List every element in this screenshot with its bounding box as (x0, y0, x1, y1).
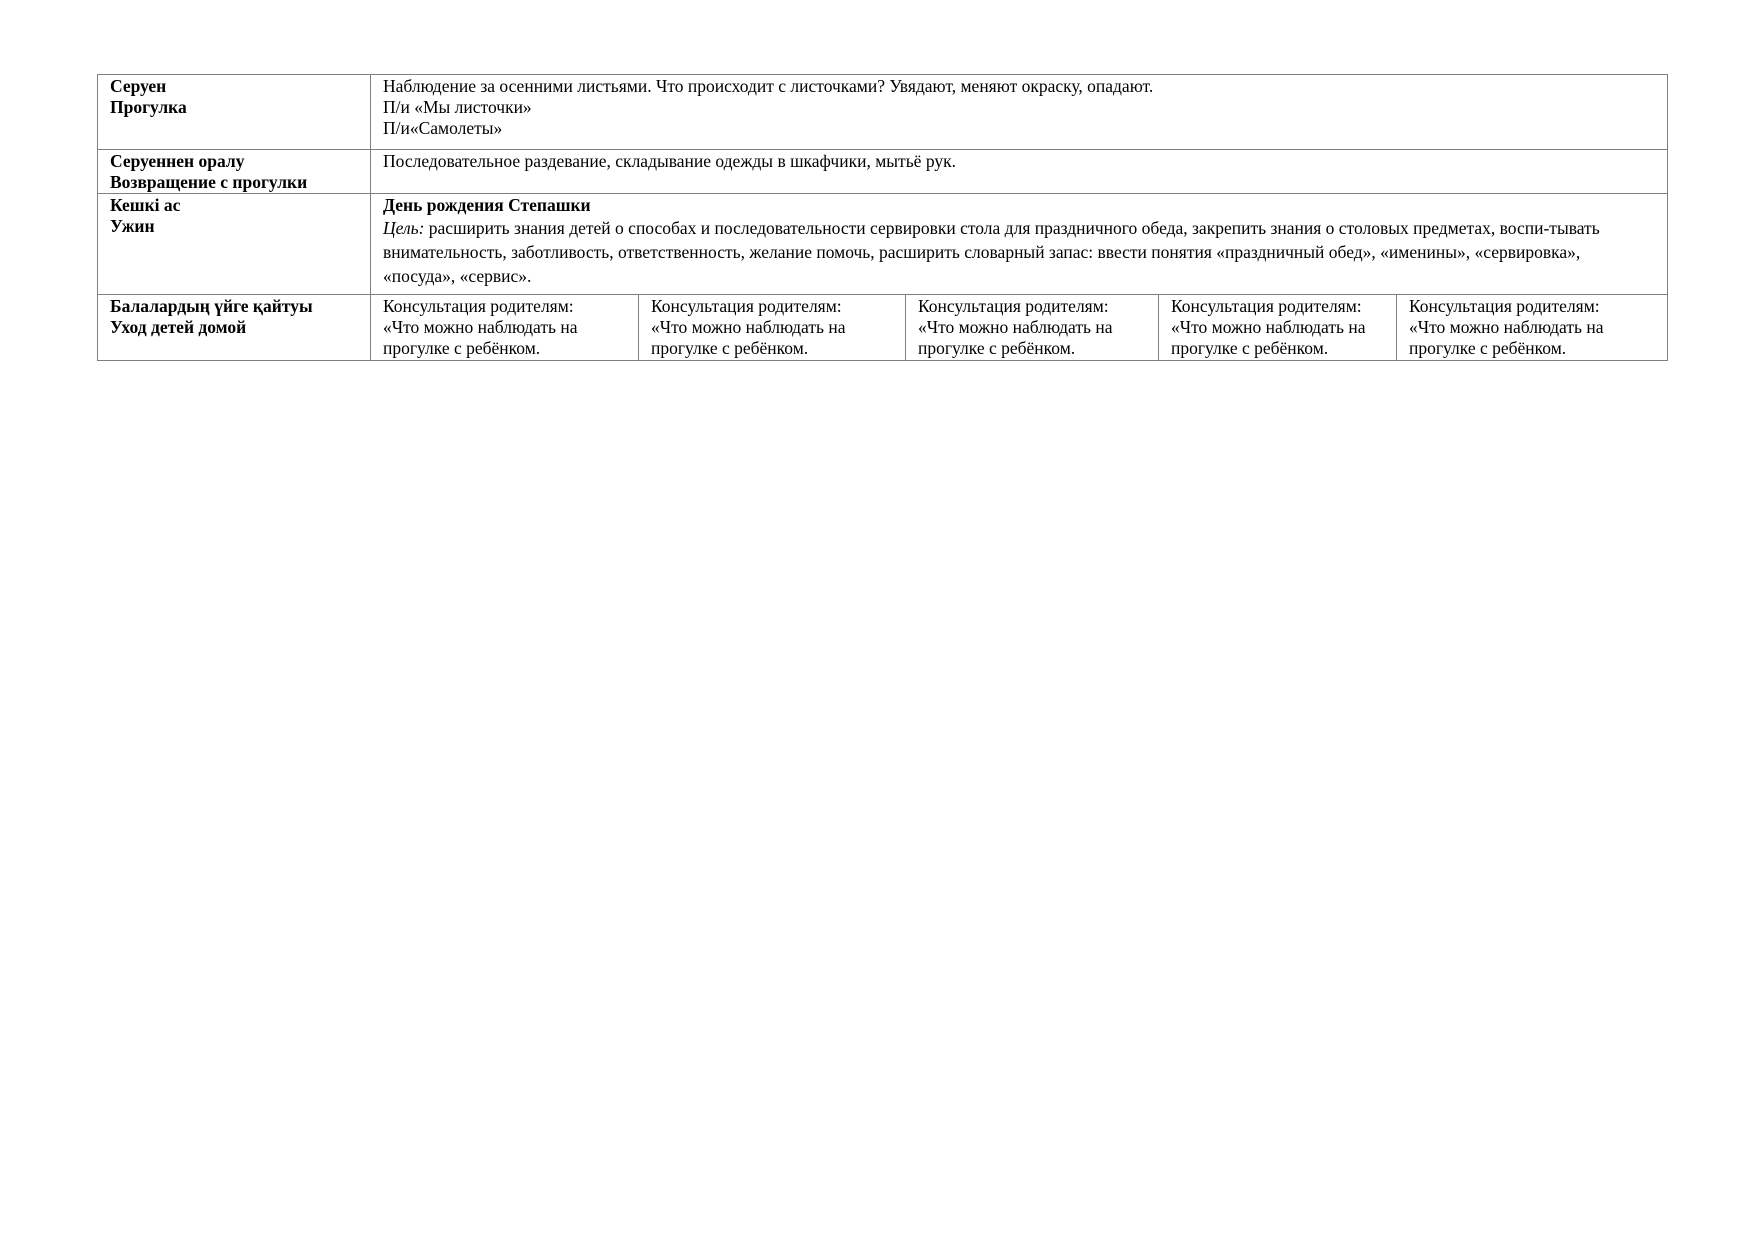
consultation-2-line-3: прогулке с ребёнком. (651, 338, 809, 358)
walk-content-cell (371, 75, 1668, 150)
consultation-4-line-2: «Что можно наблюдать на (1171, 317, 1366, 337)
walk-label-kz: Серуен (110, 76, 167, 96)
dinner-goal-text: расширить знания детей о способах и последовательности сервировки стола для праздничного обеда, закрепить знания о столовых предметах, воспи-тывать внимательность, заботливость, ответственность, желание помочь, расширить словарный запас: ввести понятия «праздничный обед», «именины», «сервировка», «посуда», «сервис». (383, 218, 1600, 286)
consultation-3-line-3: прогулке с ребёнком. (918, 338, 1076, 358)
consultation-cell-2 (639, 295, 906, 361)
consultation-2-line-1: Консультация родителям: (651, 296, 842, 316)
consultation-3-line-1: Консультация родителям: (918, 296, 1109, 316)
dinner-content-cell (371, 194, 1668, 295)
dinner-goal (383, 216, 1655, 288)
dinner-goal-label: Цель: (383, 218, 425, 238)
walk-line-3: П/и«Самолеты» (383, 118, 503, 138)
consultation-2-line-2: «Что можно наблюдать на (651, 317, 846, 337)
consultation-1-line-1: Консультация родителям: (383, 296, 574, 316)
consultation-5-line-1: Консультация родителям: (1409, 296, 1600, 316)
return-label-ru: Возвращение с прогулки (110, 172, 308, 192)
walk-row (98, 75, 1668, 150)
return-label-cell (98, 150, 371, 194)
home-label-ru: Уход детей домой (110, 317, 247, 337)
home-label-kz: Балалардың үйге қайтуы (110, 296, 313, 316)
consultation-4-line-1: Консультация родителям: (1171, 296, 1362, 316)
consultation-cell-4 (1159, 295, 1397, 361)
walk-line-2: П/и «Мы листочки» (383, 97, 532, 117)
consultation-5-line-3: прогулке с ребёнком. (1409, 338, 1567, 358)
return-text: Последовательное раздевание, складывание одежды в шкафчики, мытьё рук. (383, 151, 956, 171)
schedule-table (97, 74, 1668, 361)
dinner-row (98, 194, 1668, 295)
dinner-label-ru: Ужин (110, 216, 155, 236)
consultation-1-line-2: «Что можно наблюдать на (383, 317, 578, 337)
dinner-label-kz: Кешкі ас (110, 195, 181, 215)
dinner-title: День рождения Степашки (383, 195, 591, 215)
walk-line-1: Наблюдение за осенними листьями. Что происходит с листочками? Увядают, меняют окраску, опадают. (383, 76, 1154, 96)
return-content-cell (371, 150, 1668, 194)
consultation-5-line-2: «Что можно наблюдать на (1409, 317, 1604, 337)
return-label-kz: Серуеннен оралу (110, 151, 245, 171)
consultation-3-line-2: «Что можно наблюдать на (918, 317, 1113, 337)
consultation-4-line-3: прогулке с ребёнком. (1171, 338, 1329, 358)
return-row (98, 150, 1668, 194)
consultation-cell-5 (1397, 295, 1668, 361)
home-label-cell (98, 295, 371, 361)
home-row (98, 295, 1668, 361)
walk-label-ru: Прогулка (110, 97, 187, 117)
dinner-label-cell (98, 194, 371, 295)
consultation-1-line-3: прогулке с ребёнком. (383, 338, 541, 358)
consultation-cell-1 (371, 295, 639, 361)
walk-label-cell (98, 75, 371, 150)
consultation-cell-3 (906, 295, 1159, 361)
